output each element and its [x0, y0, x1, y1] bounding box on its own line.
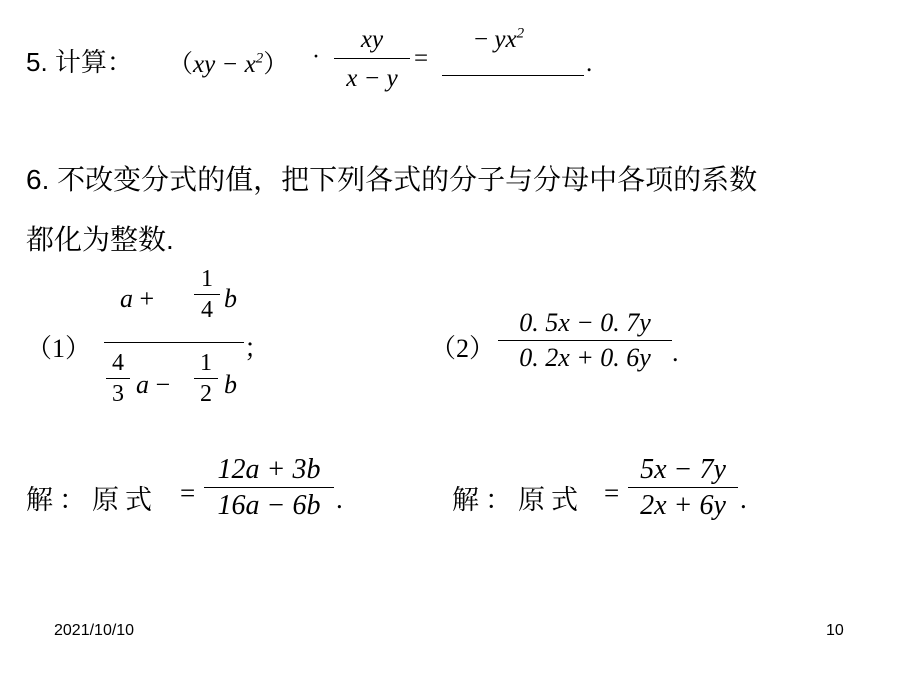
semicolon: ；: [244, 334, 271, 363]
period: .: [586, 50, 593, 77]
times-dot: ·: [312, 44, 320, 70]
fraction-denominator: x − y: [346, 65, 398, 92]
problem-5-label: 5. 计算：: [26, 47, 133, 77]
problem-6-line-1: 6. 不改变分式的值，把下列各式的分子与分母中各项的系数: [26, 164, 758, 195]
part-1-main-bar: [104, 342, 244, 343]
solution-2-period: .: [740, 484, 747, 514]
solution-2-equals: =: [604, 478, 620, 508]
part-2-fraction: 0. 5x − 0. 7y 0. 2x + 0. 6y: [498, 308, 672, 373]
page-number: 10: [826, 622, 844, 639]
problem-6-line-2: 都化为整数.: [26, 224, 174, 255]
problem-5-expression: $(xy - x^2)$: [168, 50, 289, 78]
fraction-numerator: xy: [360, 26, 384, 53]
problem-5-answer: − $yx^2$: [474, 25, 525, 53]
part-1-label: （1）: [26, 334, 92, 363]
solution-1-label: 解：原式: [26, 485, 158, 515]
solution-2-label: 解：原式: [452, 485, 584, 515]
solution-1-fraction: 12a + 3b 16a − 6b: [204, 454, 334, 522]
answer-blank: [442, 75, 584, 76]
solution-1-period: .: [336, 484, 343, 514]
part-2-label: （2）: [430, 334, 496, 363]
part-1-denominator: 4 3 a − 1 2 b: [106, 350, 246, 422]
solution-2-fraction: 5x − 7y 2x + 6y: [628, 454, 738, 522]
footer-date: 2021/10/10: [54, 622, 135, 639]
solution-1-equals: =: [180, 478, 196, 508]
part-2-period: .: [672, 338, 679, 367]
part-1-numerator: a + 1 4 b: [120, 266, 237, 323]
equals-sign: =: [414, 45, 429, 72]
problem-5-fraction: [334, 26, 410, 93]
